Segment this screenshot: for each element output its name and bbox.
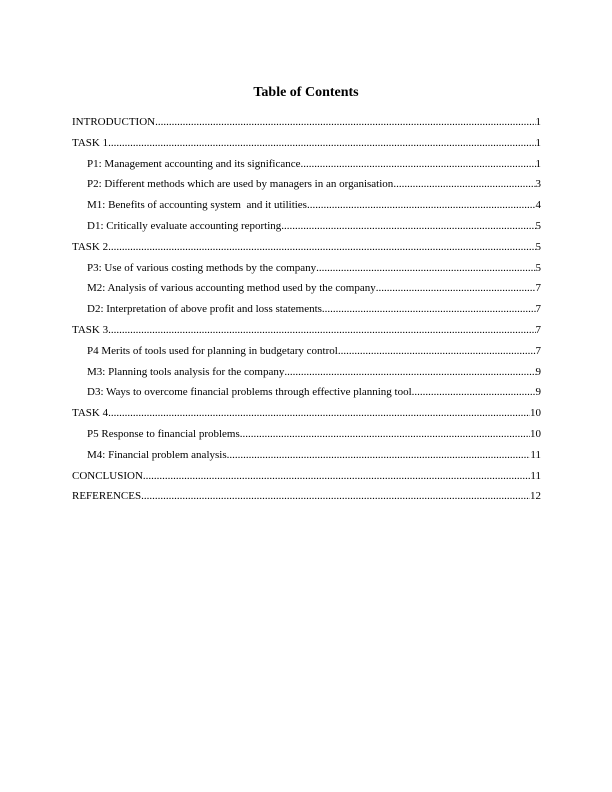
toc-page-number: 10 xyxy=(530,427,541,440)
toc-list xyxy=(72,112,541,507)
toc-entry-text: M1: Benefits of accounting system and it utilities xyxy=(87,199,307,212)
toc-entry-text: P4 Merits of tools used for planning in budgetary control xyxy=(87,344,338,357)
toc-dot-leader xyxy=(307,195,536,216)
toc-entry-task-4[interactable] xyxy=(72,403,541,424)
toc-entry-text: M2: Analysis of various accounting method used by the company xyxy=(87,282,376,295)
toc-dot-leader xyxy=(393,174,535,195)
toc-entry-p5[interactable] xyxy=(72,424,541,445)
toc-entry-text: P2: Different methods which are used by managers in an organisation xyxy=(87,178,394,191)
toc-page-number: 1 xyxy=(535,157,541,170)
toc-entry-p1[interactable] xyxy=(72,154,541,175)
toc-page-number: 5 xyxy=(535,219,541,232)
toc-page-number: 10 xyxy=(530,407,541,420)
toc-dot-leader xyxy=(301,154,536,175)
toc-dot-leader xyxy=(108,237,535,258)
toc-title: Table of Contents xyxy=(253,85,359,100)
toc-entry-text: P5 Response to financial problems xyxy=(87,427,240,440)
toc-page-number: 12 xyxy=(530,490,541,503)
toc-entry-d2[interactable] xyxy=(72,299,541,320)
toc-dot-leader xyxy=(376,278,536,299)
toc-entry-text: TASK 1 xyxy=(72,136,109,149)
toc-page-number: 1 xyxy=(535,116,541,128)
toc-dot-leader xyxy=(108,133,535,154)
toc-dot-leader xyxy=(338,341,536,362)
toc-entry-introduction[interactable] xyxy=(72,112,541,133)
toc-page-number: 11 xyxy=(530,469,541,482)
toc-entry-text: D3: Ways to overcome financial problems through effective planning tool xyxy=(87,386,412,399)
toc-entry-text: CONCLUSION xyxy=(72,469,143,482)
toc-page-number: 11 xyxy=(530,448,541,461)
toc-page-number: 5 xyxy=(535,240,541,253)
toc-entry-text: TASK 2 xyxy=(72,240,109,253)
toc-page-number: 4 xyxy=(535,199,541,212)
toc-dot-leader xyxy=(108,320,535,341)
toc-dot-leader xyxy=(240,424,530,445)
toc-entry-text: D1: Critically evaluate accounting reporting xyxy=(87,219,282,232)
toc-dot-leader xyxy=(141,486,530,507)
toc-entry-task-2[interactable] xyxy=(72,237,541,258)
toc-dot-leader xyxy=(108,403,530,424)
toc-page-number: 9 xyxy=(535,386,541,399)
toc-entry-text: TASK 3 xyxy=(72,323,109,336)
toc-entry-d3[interactable] xyxy=(72,382,541,403)
toc-page-number: 9 xyxy=(535,365,541,378)
toc-page-number: 7 xyxy=(535,323,541,336)
toc-dot-leader xyxy=(284,362,535,383)
toc-entry-p3[interactable] xyxy=(72,258,541,279)
toc-page-number: 3 xyxy=(535,178,541,191)
toc-dot-leader xyxy=(227,445,531,466)
toc-page-number: 5 xyxy=(535,261,541,274)
toc-entry-text: D2: Interpretation of above profit and loss statements xyxy=(87,303,322,316)
toc-entry-m2[interactable] xyxy=(72,278,541,299)
toc-dot-leader xyxy=(316,258,535,279)
toc-entry-text: M4: Financial problem analysis xyxy=(87,448,227,461)
toc-entry-p2[interactable] xyxy=(72,174,541,195)
toc-entry-m1[interactable] xyxy=(72,195,541,216)
toc-dot-leader xyxy=(412,382,536,403)
toc-entry-text: M3: Planning tools analysis for the company xyxy=(87,365,285,378)
toc-entry-m4[interactable] xyxy=(72,445,541,466)
toc-entry-task-1[interactable] xyxy=(72,133,541,154)
toc-page-number: 7 xyxy=(535,303,541,316)
toc-entry-conclusion[interactable] xyxy=(72,466,541,487)
toc-page-number: 7 xyxy=(535,344,541,357)
toc-entry-text: INTRODUCTION xyxy=(72,116,156,128)
toc-page-number: 7 xyxy=(535,282,541,295)
toc-entry-task-3[interactable] xyxy=(72,320,541,341)
toc-page-number: 1 xyxy=(535,136,541,149)
toc-entry-references[interactable] xyxy=(72,486,541,507)
toc-entry-text: P3: Use of various costing methods by the company xyxy=(87,261,317,274)
toc-dot-leader xyxy=(281,216,535,237)
toc-entry-text: P1: Management accounting and its significance xyxy=(87,157,301,170)
toc-entry-text: REFERENCES xyxy=(72,490,142,503)
toc-dot-leader xyxy=(322,299,536,320)
toc-entry-p4[interactable] xyxy=(72,341,541,362)
toc-entry-text: TASK 4 xyxy=(72,407,109,420)
toc-dot-leader xyxy=(143,466,531,487)
toc-entry-m3[interactable] xyxy=(72,362,541,383)
toc-dot-leader xyxy=(155,112,535,133)
toc-entry-d1[interactable] xyxy=(72,216,541,237)
